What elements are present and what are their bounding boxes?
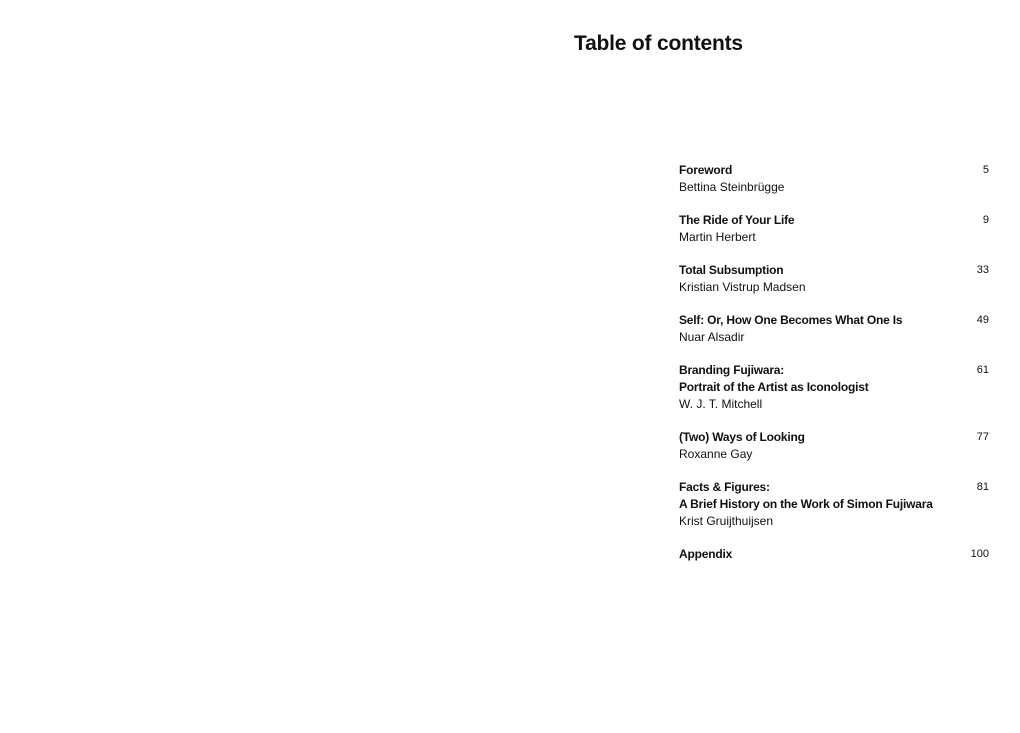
entry-page-number: 49 (976, 314, 989, 326)
entry-subtitle: A Brief History on the Work of Simon Fujiwara (679, 497, 933, 511)
entry-title: Foreword (679, 163, 733, 177)
entry-author: Roxanne Gay (679, 447, 753, 461)
entry-page-number: 77 (976, 431, 989, 443)
entry-title: Facts & Figures: (679, 480, 770, 494)
entry-author: Krist Gruijthuijsen (679, 514, 774, 528)
toc-heading: Table of contents (574, 32, 743, 55)
toc-entry-branding-fujiwara (679, 362, 989, 413)
entry-title: Appendix (679, 547, 733, 561)
toc-entry-foreword (679, 162, 989, 196)
entry-title: Self: Or, How One Becomes What One Is (679, 313, 903, 327)
entry-subtitle: Portrait of the Artist as Iconologist (679, 380, 869, 394)
toc-entry-two-ways-of-looking (679, 429, 989, 463)
entry-page-number: 81 (976, 481, 989, 493)
toc-entry-ride-of-your-life (679, 212, 989, 246)
entry-page-number: 5 (982, 164, 989, 176)
toc-list (679, 162, 989, 579)
entry-author: Kristian Vistrup Madsen (679, 280, 806, 294)
entry-page-number: 61 (976, 364, 989, 376)
entry-page-number: 33 (976, 264, 989, 276)
entry-author: W. J. T. Mitchell (679, 397, 763, 411)
entry-page-number: 100 (970, 548, 989, 560)
entry-page-number: 9 (982, 214, 989, 226)
entry-title: Total Subsumption (679, 263, 784, 277)
entry-author: Martin Herbert (679, 230, 756, 244)
toc-entry-self (679, 312, 989, 346)
entry-author: Bettina Steinbrügge (679, 180, 785, 194)
entry-title: Branding Fujiwara: (679, 363, 785, 377)
toc-entry-facts-and-figures (679, 479, 989, 530)
toc-entry-appendix (679, 546, 989, 563)
entry-title: The Ride of Your Life (679, 213, 795, 227)
entry-author: Nuar Alsadir (679, 330, 745, 344)
toc-entry-total-subsumption (679, 262, 989, 296)
entry-title: (Two) Ways of Looking (679, 430, 805, 444)
